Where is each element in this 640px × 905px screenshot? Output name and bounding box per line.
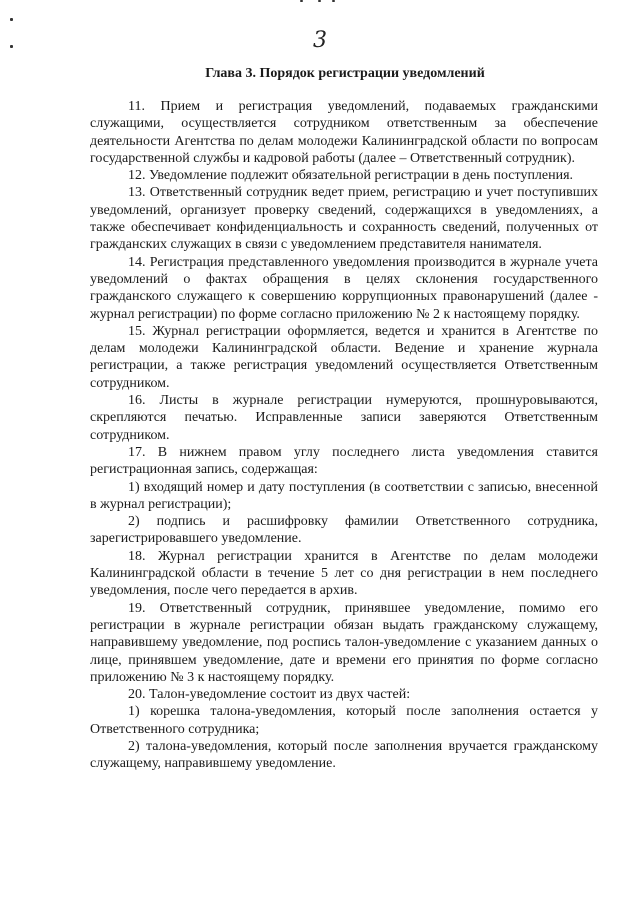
paragraph: 1) корешка талона-уведомления, который после заполнения остается у Ответственного сотрудника;	[90, 704, 598, 737]
page-number: 3	[313, 28, 327, 53]
paragraph: 19. Ответственный сотрудник, принявшее уведомление, помимо его регистрации в журнале регистрации обязан выдать гражданскому служащему, направившему уведомление, под роспись талон-уведомление с указанием данных о лице, принявшем уведомление, дате и времени его принятия по форме согласно приложению № 3 к настоящему порядку.	[90, 600, 598, 685]
scan-mark	[318, 0, 321, 2]
paragraph: 1) входящий номер и дату поступления (в соответствии с записью, внесенной в журнал регистрации);	[90, 479, 598, 512]
paragraph: 2) подпись и расшифровку фамилии Ответственного сотрудника, зарегистрировавшего уведомление.	[90, 514, 598, 547]
scan-mark	[300, 0, 303, 2]
paragraph: 11. Прием и регистрация уведомлений, подаваемых гражданскими служащими, осуществляется сотрудником ответственным за обеспечение деятельности Агентства по делам молодежи Калининградской области по вопросам государственной службы и кадровой работы (далее – Ответственный сотрудник).	[90, 99, 598, 166]
paragraph: 20. Талон-уведомление состоит из двух частей:	[128, 687, 411, 703]
paragraph: 13. Ответственный сотрудник ведет прием, регистрацию и учет поступивших уведомлений, организует проверку сведений, содержащихся в уведомлениях, а также обеспечивает конфиденциальность и сохранность сведений, полученных от гражданских служащих в связи с уведомлением представителя нанимателя.	[90, 185, 598, 253]
paragraph: 15. Журнал регистрации оформляется, ведется и хранится в Агентстве по делам молодежи Калининградской области. Ведение и хранение журнала регистрации, а также регистрация уведомлений осуществляется Ответственным сотрудником.	[90, 323, 598, 391]
paragraph: 12. Уведомление подлежит обязательной регистрации в день поступления.	[128, 168, 574, 184]
document-body	[90, 98, 598, 773]
paragraph: 2) талона-уведомления, который после заполнения вручается гражданскому служащему, направившему уведомление.	[90, 738, 598, 772]
paragraph: 17. В нижнем правом углу последнего листа уведомления ставится регистрационная запись, содержащая:	[90, 444, 598, 478]
paragraph: 16. Листы в журнале регистрации нумеруются, прошнуровываются, скрепляются печатью. Исправленные записи заверяются Ответственным сотрудником.	[90, 393, 598, 443]
scan-mark	[332, 0, 335, 2]
chapter-title: Глава 3. Порядок регистрации уведомлений	[205, 66, 485, 81]
paragraph: 14. Регистрация представленного уведомления производится в журнале учета уведомлений о фактах обращения в целях склонения государственного гражданского служащего к совершению коррупционных правонарушений (далее - журнал регистрации) по форме согласно приложению № 2 к настоящему порядку.	[90, 254, 598, 322]
paragraph: 18. Журнал регистрации хранится в Агентстве по делам молодежи Калининградской области в течение 5 лет со дня регистрации в нем последнего уведомления, после чего передается в архив.	[90, 548, 598, 599]
scan-mark	[10, 18, 13, 21]
